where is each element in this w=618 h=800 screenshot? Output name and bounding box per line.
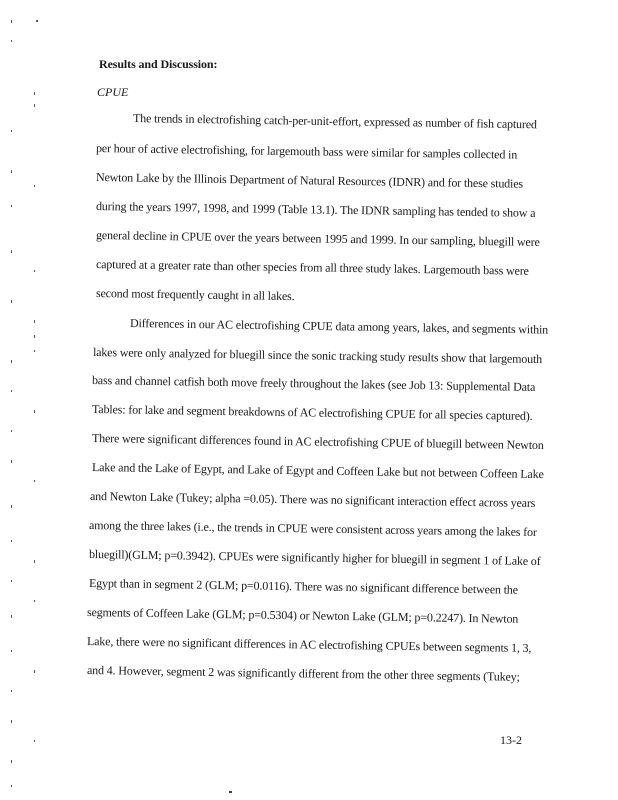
section-heading: Results and Discussion: <box>99 57 218 71</box>
paragraph-1-line: during the years 1997, 1998, and 1999 (Table 13.1). The IDNR sampling has tended to show a <box>95 199 536 220</box>
paragraph-2-line: Lake, there were no significant differences in AC electrofishing CPUEs between segments 1, 3, <box>86 634 532 655</box>
paragraph-2-line: There were significant differences found in AC electrofishing CPUE of bluegill between Newton <box>91 431 544 453</box>
paragraph-1-line: second most frequently caught in all lakes. <box>95 286 295 304</box>
paragraph-2-line: and Newton Lake (Tukey; alpha =0.05). There was no significant interaction effect across years <box>89 489 536 510</box>
paragraph-1-line: captured at a greater rate than other species from all three study lakes. Largemouth bass were <box>95 257 529 278</box>
binding-edge-marks <box>0 0 40 800</box>
subsection-heading: CPUE <box>97 85 129 99</box>
paragraph-2-line: Differences in our AC electrofishing CPUE data among years, lakes, and segments within <box>129 316 549 337</box>
paragraph-2-line: bass and channel catfish both move freely throughout the lakes (see Job 13: Supplemental Data <box>91 373 536 394</box>
paragraph-2-line: and 4. However, segment 2 was significantly different from the other three segments (Tukey; <box>86 663 520 684</box>
paragraph-1-line: general decline in CPUE over the years between 1995 and 1999. In our sampling, bluegill were <box>95 228 540 249</box>
paragraph-2-line: Egypt than in segment 2 (GLM; p=0.0116). There was no significant difference between the <box>88 576 518 597</box>
paragraph-2-line: among the three lakes (i.e., the trends in CPUE were consistent across years among the lakes for <box>88 518 537 540</box>
paragraph-2-line: lakes were only analyzed for bluegill since the sonic tracking study results show that largemouth <box>92 345 543 367</box>
page-number: 13-2 <box>500 733 522 747</box>
paragraph-2-line: bluegill)(GLM; p=0.3942). CPUEs were significantly higher for bluegill in segment 1 of Lake of <box>88 547 541 569</box>
scan-speck <box>229 791 232 793</box>
paragraph-1-line: per hour of active electrofishing, for largemouth bass were similar for samples collected in <box>95 141 518 162</box>
paragraph-1-line: Newton Lake by the Illinois Department of Natural Resources (IDNR) and for these studies <box>95 170 524 191</box>
paragraph-2-line: segments of Coffeen Lake (GLM; p=0.5304) or Newton Lake (GLM; p=0.2247). In Newton <box>86 605 519 626</box>
paragraph-1-line: The trends in electrofishing catch-per-unit-effort, expressed as number of fish captured <box>132 111 537 132</box>
paragraph-2-line: Tables: for lake and segment breakdowns of AC electrofishing CPUE for all species captured). <box>91 402 533 423</box>
paragraph-2-line: Lake and the Lake of Egypt, and Lake of Egypt and Coffeen Lake but not between Coffeen Lake <box>91 460 544 482</box>
